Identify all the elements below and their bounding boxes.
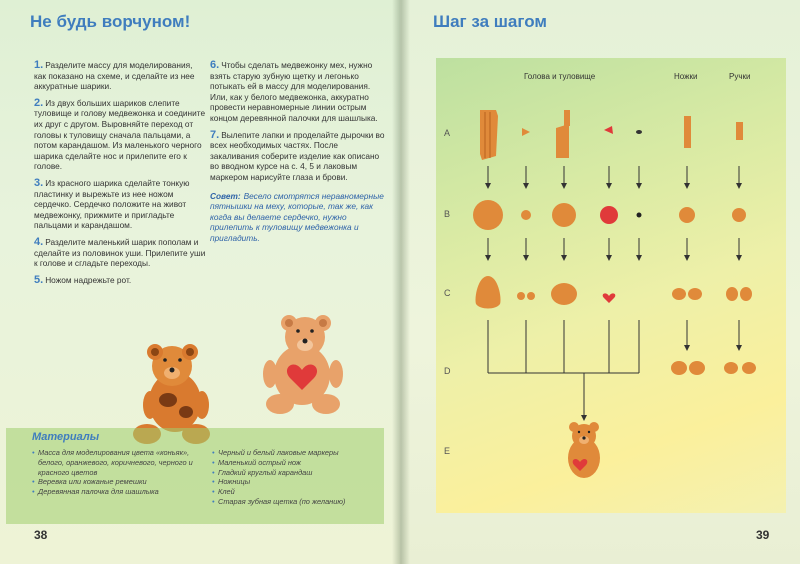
right-page-title: Шаг за шагом — [433, 12, 547, 31]
materials-list-2 — [212, 448, 382, 507]
row-label-e: E — [444, 446, 451, 456]
row-d-limbs — [671, 361, 756, 375]
step-text: Ножом надрежьте рот. — [45, 274, 132, 285]
step-number: 7. — [210, 128, 220, 141]
material-item: • Веревка или кожаные ремешки — [32, 477, 212, 487]
step-number: 2. — [34, 96, 44, 109]
row-label-c: C — [444, 288, 451, 298]
header-legs: Ножки — [674, 72, 698, 81]
white-heart-bear-image — [263, 315, 343, 414]
material-item: • Старая зубная щетка (по желанию) — [212, 497, 382, 507]
page-number-right: 39 — [756, 528, 770, 542]
row-a-clay-pieces — [480, 110, 743, 160]
row-label-a: A — [444, 128, 451, 138]
materials-box — [6, 428, 384, 524]
step-text: Разделите массу для моделирования, как показано на схеме, и сделайте из нее аккуратные шарики. — [34, 60, 195, 92]
arrows-c-to-d — [687, 320, 739, 348]
row-e-finished-bear — [568, 422, 600, 478]
step-text: Из красного шарика сделайте тонкую пластинку и вырежьте из нее ножом сердечко. Сердечко положите на живот медвежонку, прижмите и пригладьте пальцами и карандашом. — [34, 177, 190, 231]
header-arms: Ручки — [729, 72, 751, 81]
assembly-connector — [488, 320, 639, 418]
step-number: 4. — [34, 235, 44, 248]
row-b-clay-balls — [473, 200, 746, 230]
material-item: • Ножницы — [212, 477, 382, 487]
material-item: • Черный и белый лаковые маркеры — [212, 448, 382, 458]
materials-list-1 — [32, 448, 212, 497]
material-item: • Гладкий круглый карандаш — [212, 468, 382, 478]
arrows-b-to-c — [488, 238, 739, 258]
row-c-shaped-pieces — [476, 276, 753, 309]
row-label-d: D — [444, 366, 451, 376]
right-page — [400, 0, 800, 564]
book-gutter — [392, 0, 410, 564]
tip-text: Весело смотрятся неравномерные пятнышки на меху, которые, так же, как когда вы делаете сердечко, нужно прилепить к туловищу медвежонка и пригладить. — [210, 190, 384, 243]
row-label-b: B — [444, 209, 451, 219]
tip-label: Совет: — [210, 190, 241, 201]
step-number: 5. — [34, 273, 44, 286]
arrows-a-to-b — [488, 166, 739, 186]
step-text: Из двух больших шариков слепите туловище и голову медвежонка и соедините их друг с другом. Выровняйте переход от головы к туловищу сначала пальцами, а потом карандашом. Из маленького черного шарика сделайте нос и прилепите его к голове. — [34, 97, 206, 172]
material-item: • Маленький острый нож — [212, 458, 382, 468]
step-text: Чтобы сделать медвежонку мех, нужно взять старую зубную щетку и легонько потыкать ей в массу для моделирования. Или, как у белого медвежонка, аккуратно провести неравномерные линии острым концом деревянной палочки для шашлыка. — [210, 60, 378, 123]
step-text: Разделите маленький шарик пополам и сделайте из половинок уши. Прилепите уши к голове и сгладьте переходы. — [34, 236, 206, 269]
step-diagram — [436, 58, 786, 513]
header-head-body: Голова и туловище — [524, 72, 596, 81]
materials-title: Материалы — [32, 431, 100, 443]
page-number-left: 38 — [34, 528, 48, 542]
diagram-graphics — [436, 58, 786, 513]
material-item: • Деревянная палочка для шашлыка — [32, 487, 212, 497]
material-item: • Масса для моделирования цвета «коньяк», белого, оранжевого, коричневого, черного и красного цветов — [32, 448, 212, 477]
step-number: 3. — [34, 176, 44, 189]
step-number: 6. — [210, 59, 220, 71]
material-item: • Клей — [212, 487, 382, 497]
step-text: Вылепите лапки и проделайте дырочки во всех необходимых частях. После закаливания соберите изделие как описано во вводном курсе на с. 4, 5 и лаковым маркером нарисуйте глаза и брови. — [210, 129, 385, 182]
step-number: 1. — [34, 59, 44, 71]
left-page-title: Не будь ворчуном! — [30, 12, 191, 31]
